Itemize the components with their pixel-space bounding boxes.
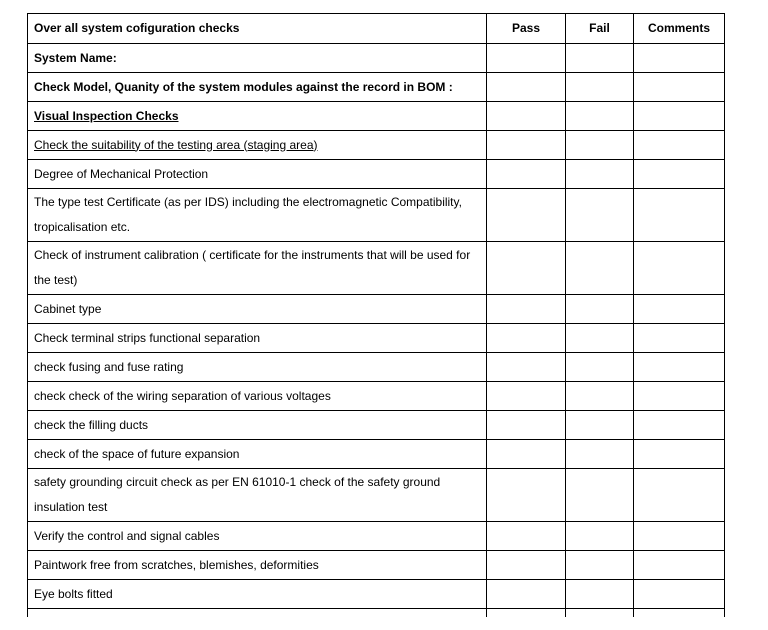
fail-cell[interactable]	[566, 295, 634, 324]
table-row	[28, 353, 725, 382]
check-item-label	[28, 44, 487, 73]
table-row	[28, 242, 725, 295]
table-row	[28, 411, 725, 440]
table-header-row	[28, 14, 725, 44]
table-body	[28, 44, 725, 618]
check-item-text: System Name:	[34, 50, 117, 65]
comments-cell[interactable]	[634, 440, 725, 469]
pass-cell[interactable]	[487, 522, 566, 551]
check-item-label	[28, 295, 487, 324]
check-item-label	[28, 580, 487, 609]
header-fail: Fail	[566, 14, 634, 44]
pass-cell[interactable]	[487, 73, 566, 102]
pass-cell[interactable]	[487, 242, 566, 295]
table-row	[28, 469, 725, 522]
fail-cell[interactable]	[566, 440, 634, 469]
partial-cell	[487, 609, 566, 618]
header-item: Over all system cofiguration checks	[28, 14, 487, 44]
table-row	[28, 551, 725, 580]
comments-cell[interactable]	[634, 44, 725, 73]
check-item-label	[28, 189, 487, 242]
fail-cell[interactable]	[566, 44, 634, 73]
fail-cell[interactable]	[566, 131, 634, 160]
table-row	[28, 440, 725, 469]
fail-cell[interactable]	[566, 469, 634, 522]
partial-cell	[28, 609, 487, 618]
check-item-text: Degree of Mechanical Protection	[34, 166, 209, 181]
check-item-text: check of the space of future expansion	[34, 446, 240, 461]
check-item-text: Cabinet type	[34, 301, 102, 316]
header-comments: Comments	[634, 14, 725, 44]
check-item-label	[28, 469, 487, 522]
fail-cell[interactable]	[566, 189, 634, 242]
comments-cell[interactable]	[634, 73, 725, 102]
check-item-text: Check the suitability of the testing area (staging area)	[34, 137, 318, 152]
fail-cell[interactable]	[566, 324, 634, 353]
check-item-label	[28, 522, 487, 551]
fail-cell[interactable]	[566, 73, 634, 102]
check-item-label	[28, 440, 487, 469]
table-row	[28, 160, 725, 189]
check-item-label	[28, 160, 487, 189]
fail-cell[interactable]	[566, 353, 634, 382]
check-item-text: Paintwork free from scratches, blemishes, deformities	[34, 557, 319, 572]
table-row	[28, 580, 725, 609]
comments-cell[interactable]	[634, 469, 725, 522]
check-item-text: The type test Certificate (as per IDS) including the electromagnetic Compatibility, tropicalisation etc.	[34, 195, 462, 234]
fail-cell[interactable]	[566, 580, 634, 609]
pass-cell[interactable]	[487, 353, 566, 382]
pass-cell[interactable]	[487, 295, 566, 324]
partial-cell	[634, 609, 725, 618]
check-item-text: Eye bolts fitted	[34, 586, 113, 601]
check-item-label	[28, 353, 487, 382]
check-item-text: check the filling ducts	[34, 417, 149, 432]
table-row-partial	[28, 609, 725, 618]
comments-cell[interactable]	[634, 131, 725, 160]
table-row	[28, 73, 725, 102]
check-item-label	[28, 131, 487, 160]
fail-cell[interactable]	[566, 411, 634, 440]
check-item-label	[28, 411, 487, 440]
comments-cell[interactable]	[634, 160, 725, 189]
check-item-text: Check of instrument calibration ( certificate for the instruments that will be used for the test)	[34, 248, 471, 287]
check-item-label	[28, 551, 487, 580]
check-item-label	[28, 242, 487, 295]
table-row	[28, 44, 725, 73]
check-item-text: Visual Inspection Checks	[34, 108, 179, 123]
check-item-text: check fusing and fuse rating	[34, 359, 184, 374]
header-pass: Pass	[487, 14, 566, 44]
comments-cell[interactable]	[634, 551, 725, 580]
pass-cell[interactable]	[487, 189, 566, 242]
pass-cell[interactable]	[487, 324, 566, 353]
fail-cell[interactable]	[566, 102, 634, 131]
comments-cell[interactable]	[634, 353, 725, 382]
comments-cell[interactable]	[634, 411, 725, 440]
pass-cell[interactable]	[487, 160, 566, 189]
fail-cell[interactable]	[566, 160, 634, 189]
fail-cell[interactable]	[566, 522, 634, 551]
comments-cell[interactable]	[634, 580, 725, 609]
fail-cell[interactable]	[566, 242, 634, 295]
fail-cell[interactable]	[566, 382, 634, 411]
comments-cell[interactable]	[634, 102, 725, 131]
check-item-label	[28, 324, 487, 353]
table-row	[28, 189, 725, 242]
table-row	[28, 131, 725, 160]
check-item-text: Check Model, Quanity of the system modules against the record in BOM :	[34, 79, 453, 94]
partial-cell	[566, 609, 634, 618]
table-row	[28, 324, 725, 353]
pass-cell[interactable]	[487, 44, 566, 73]
fail-cell[interactable]	[566, 551, 634, 580]
check-item-label	[28, 382, 487, 411]
pass-cell[interactable]	[487, 382, 566, 411]
comments-cell[interactable]	[634, 295, 725, 324]
check-item-text: Check terminal strips functional separation	[34, 330, 261, 345]
comments-cell[interactable]	[634, 242, 725, 295]
table-row	[28, 382, 725, 411]
comments-cell[interactable]	[634, 324, 725, 353]
pass-cell[interactable]	[487, 580, 566, 609]
check-item-text: Verify the control and signal cables	[34, 528, 220, 543]
comments-cell[interactable]	[634, 382, 725, 411]
comments-cell[interactable]	[634, 189, 725, 242]
system-checks-table	[27, 13, 725, 617]
table-row	[28, 295, 725, 324]
pass-cell[interactable]	[487, 551, 566, 580]
pass-cell[interactable]	[487, 469, 566, 522]
pass-cell[interactable]	[487, 440, 566, 469]
table-row	[28, 102, 725, 131]
check-item-text: safety grounding circuit check as per EN 61010-1 check of the safety ground insulation test	[34, 475, 441, 514]
check-item-label	[28, 102, 487, 131]
comments-cell[interactable]	[634, 522, 725, 551]
pass-cell[interactable]	[487, 411, 566, 440]
table-row	[28, 522, 725, 551]
check-item-text: check check of the wiring separation of various voltages	[34, 388, 331, 403]
check-item-label	[28, 73, 487, 102]
pass-cell[interactable]	[487, 131, 566, 160]
pass-cell[interactable]	[487, 102, 566, 131]
